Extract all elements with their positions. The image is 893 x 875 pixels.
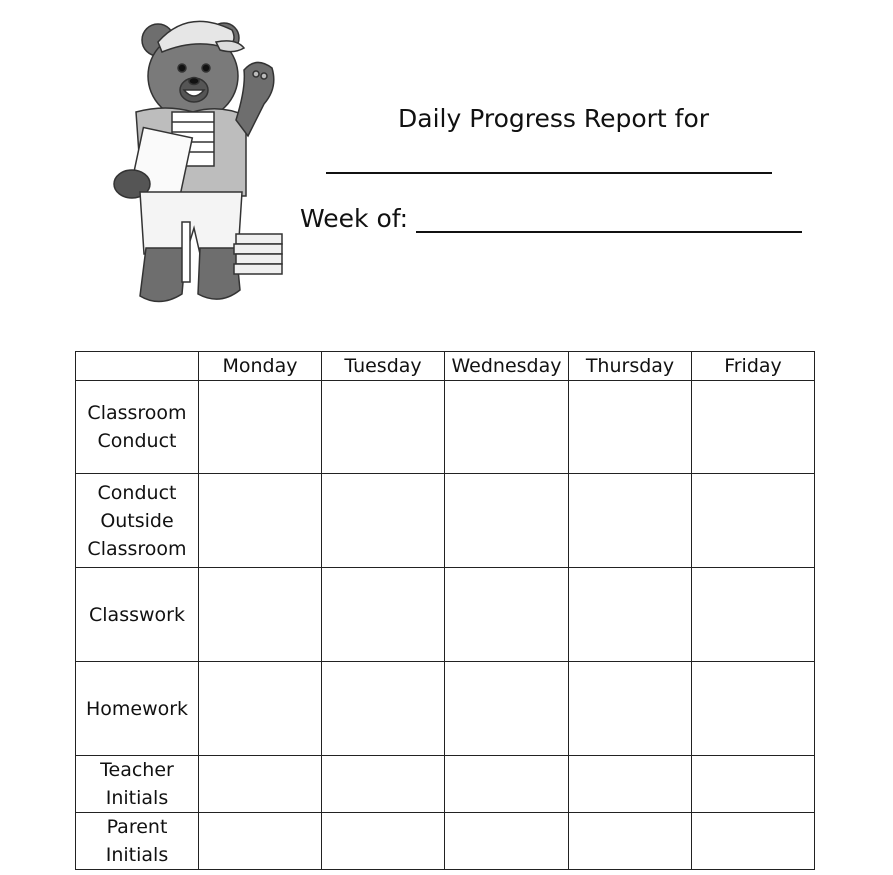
grid-cell[interactable] — [445, 756, 569, 813]
grid-cell[interactable] — [692, 813, 815, 870]
grid-cell[interactable] — [569, 756, 692, 813]
table-row — [76, 756, 815, 813]
grid-cell[interactable] — [199, 474, 322, 568]
grid-cell[interactable] — [322, 756, 445, 813]
day-header-wednesday: Wednesday — [445, 352, 569, 381]
corner-cell — [76, 352, 199, 381]
grid-cell[interactable] — [199, 568, 322, 662]
day-header-tuesday: Tuesday — [322, 352, 445, 381]
day-header-thursday: Thursday — [569, 352, 692, 381]
grid-cell[interactable] — [322, 381, 445, 474]
table-row — [76, 381, 815, 474]
grid-cell[interactable] — [199, 756, 322, 813]
row-label-teacher-initials: Teacher Initials — [76, 756, 199, 813]
grid-cell[interactable] — [692, 568, 815, 662]
grid-cell[interactable] — [445, 568, 569, 662]
week-of-line[interactable] — [416, 231, 802, 233]
grid-cell[interactable] — [692, 474, 815, 568]
row-label-parent-initials: Parent Initials — [76, 813, 199, 870]
grid-cell[interactable] — [322, 662, 445, 756]
grid-cell[interactable] — [322, 474, 445, 568]
grid-cell[interactable] — [445, 381, 569, 474]
header-row — [76, 352, 815, 381]
table-row — [76, 662, 815, 756]
row-label-conduct-outside: Conduct Outside Classroom — [76, 474, 199, 568]
row-label-classroom-conduct: Classroom Conduct — [76, 381, 199, 474]
grid-cell[interactable] — [445, 662, 569, 756]
grid-cell[interactable] — [322, 568, 445, 662]
grid-cell[interactable] — [199, 813, 322, 870]
row-label-homework: Homework — [76, 662, 199, 756]
grid-cell[interactable] — [569, 381, 692, 474]
grid-cell[interactable] — [199, 381, 322, 474]
grid-cell[interactable] — [445, 813, 569, 870]
day-header-friday: Friday — [692, 352, 815, 381]
table-row — [76, 568, 815, 662]
grid-cell[interactable] — [199, 662, 322, 756]
report-title: Daily Progress Report for — [398, 104, 710, 133]
week-of-label: Week of: — [300, 204, 409, 233]
grid-cell[interactable] — [569, 474, 692, 568]
row-label-classwork: Classwork — [76, 568, 199, 662]
grid-cell[interactable] — [569, 662, 692, 756]
grid-cell[interactable] — [569, 813, 692, 870]
table-row — [76, 813, 815, 870]
grid-cell[interactable] — [692, 662, 815, 756]
grid-cell[interactable] — [692, 756, 815, 813]
grid-cell[interactable] — [445, 474, 569, 568]
grid-cell[interactable] — [322, 813, 445, 870]
day-header-monday: Monday — [199, 352, 322, 381]
student-name-line[interactable] — [326, 172, 772, 174]
progress-table — [75, 351, 815, 870]
grid-cell[interactable] — [692, 381, 815, 474]
table-row — [76, 474, 815, 568]
teddy-bear-student-icon — [96, 8, 288, 310]
grid-cell[interactable] — [569, 568, 692, 662]
